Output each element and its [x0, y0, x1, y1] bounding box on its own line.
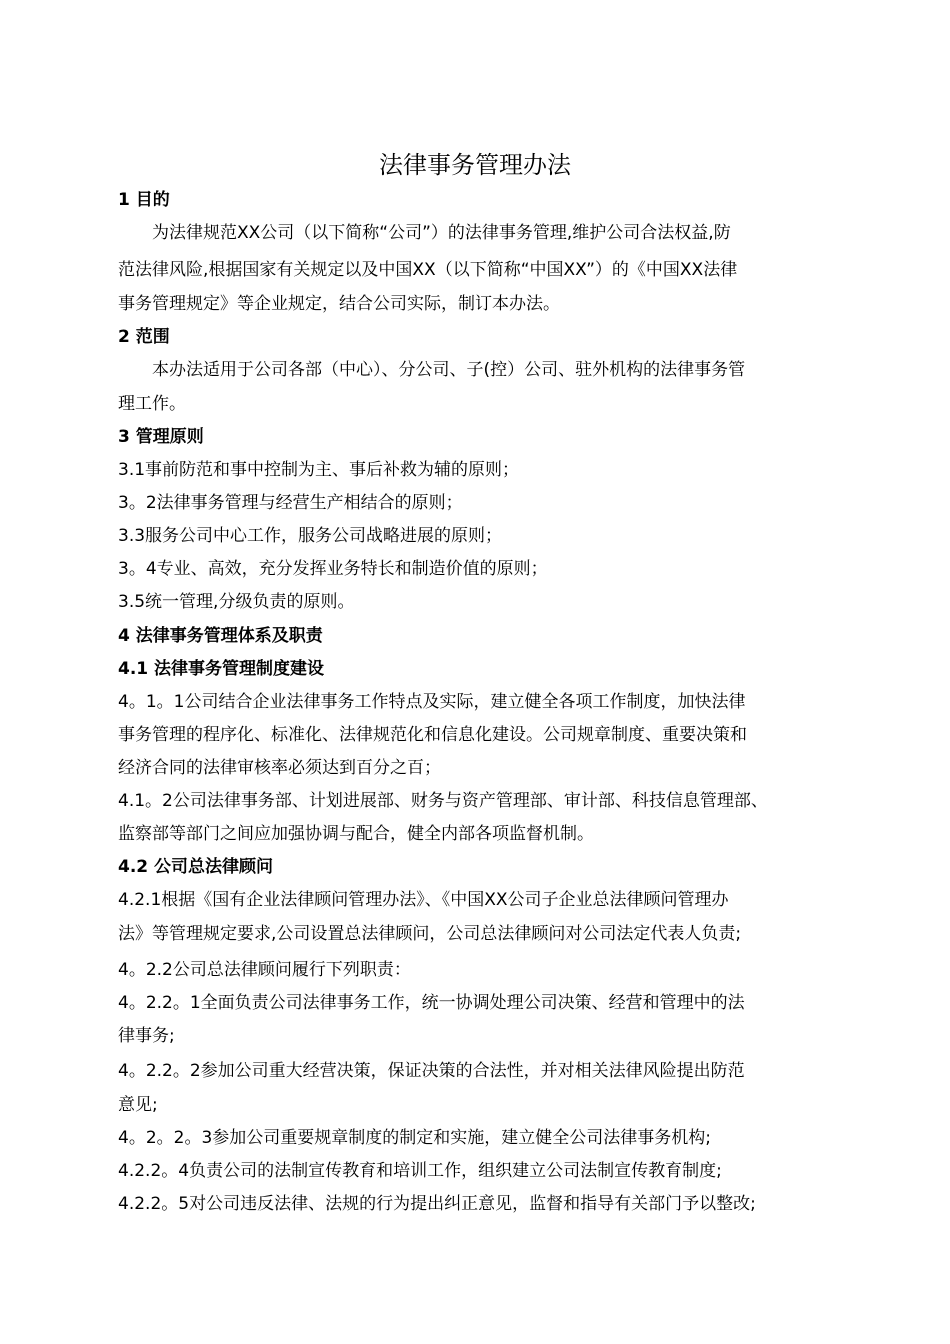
- paragraph-line: 本办法适用于公司各部（中心）、分公司、子(控）公司、驻外机构的法律事务管: [152, 360, 746, 380]
- paragraph-line: 范法律风险,根据国家有关规定以及中国XX（以下简称“中国XX”）的《中国XX法律: [118, 260, 738, 280]
- paragraph-line: 3.5统一管理,分级负责的原则。: [118, 592, 355, 612]
- section-heading: 2 范围: [118, 327, 170, 347]
- section-heading: 1 目的: [118, 190, 170, 210]
- paragraph-line: 事务管理规定》等企业规定，结合公司实际，制订本办法。: [118, 294, 560, 314]
- paragraph-line: 经济合同的法律审核率必须达到百分之百；: [118, 758, 441, 778]
- paragraph-line: 4.2.1根据《国有企业法律顾问管理办法》、《中国XX公司子企业总法律顾问管理办: [118, 890, 729, 910]
- subsection-heading: 4.1 法律事务管理制度建设: [118, 659, 325, 679]
- paragraph-line: 3.3服务公司中心工作，服务公司战略进展的原则；: [118, 526, 503, 546]
- paragraph-line: 3。2法律事务管理与经营生产相结合的原则；: [118, 493, 463, 513]
- subsection-heading: 4.2 公司总法律顾问: [118, 857, 274, 877]
- paragraph-line: 4。1。1公司结合企业法律事务工作特点及实际，建立健全各项工作制度，加快法律: [118, 692, 746, 712]
- section-heading: 3 管理原则: [118, 427, 204, 447]
- paragraph-line: 3。4专业、高效，充分发挥业务特长和制造价值的原则；: [118, 559, 548, 579]
- paragraph-line: 意见;: [118, 1095, 158, 1115]
- document-title: 法律事务管理办法: [379, 151, 571, 179]
- paragraph-line: 4.1。2公司法律事务部、计划进展部、财务与资产管理部、审计部、科技信息管理部、: [118, 791, 768, 811]
- paragraph-line: 理工作。: [118, 394, 186, 414]
- paragraph-line: 4。2.2公司总法律顾问履行下列职责：: [118, 960, 411, 980]
- paragraph-line: 4。2.2。1全面负责公司法律事务工作，统一协调处理公司决策、经营和管理中的法: [118, 993, 745, 1013]
- paragraph-line: 4.2.2。5对公司违反法律、法规的行为提出纠正意见，监督和指导有关部门予以整改;: [118, 1194, 756, 1214]
- paragraph-line: 4。2。2。3参加公司重要规章制度的制定和实施，建立健全公司法律事务机构;: [118, 1128, 711, 1148]
- section-heading: 4 法律事务管理体系及职责: [118, 626, 323, 646]
- paragraph-line: 4.2.2。4负责公司的法制宣传教育和培训工作，组织建立公司法制宣传教育制度;: [118, 1161, 722, 1181]
- paragraph-line: 为法律规范XX公司（以下简称“公司”）的法律事务管理,维护公司合法权益,防: [152, 223, 731, 243]
- paragraph-line: 4。2.2。2参加公司重大经营决策，保证决策的合法性，并对相关法律风险提出防范: [118, 1061, 745, 1081]
- paragraph-line: 3.1事前防范和事中控制为主、事后补救为辅的原则；: [118, 460, 520, 480]
- paragraph-line: 法》等管理规定要求,公司设置总法律顾问，公司总法律顾问对公司法定代表人负责;: [118, 924, 742, 944]
- paragraph-line: 事务管理的程序化、标准化、法律规范化和信息化建设。公司规章制度、重要决策和: [118, 725, 747, 745]
- paragraph-line: 监察部等部门之间应加强协调与配合，健全内部各项监督机制。: [118, 824, 594, 844]
- paragraph-line: 律事务;: [118, 1026, 175, 1046]
